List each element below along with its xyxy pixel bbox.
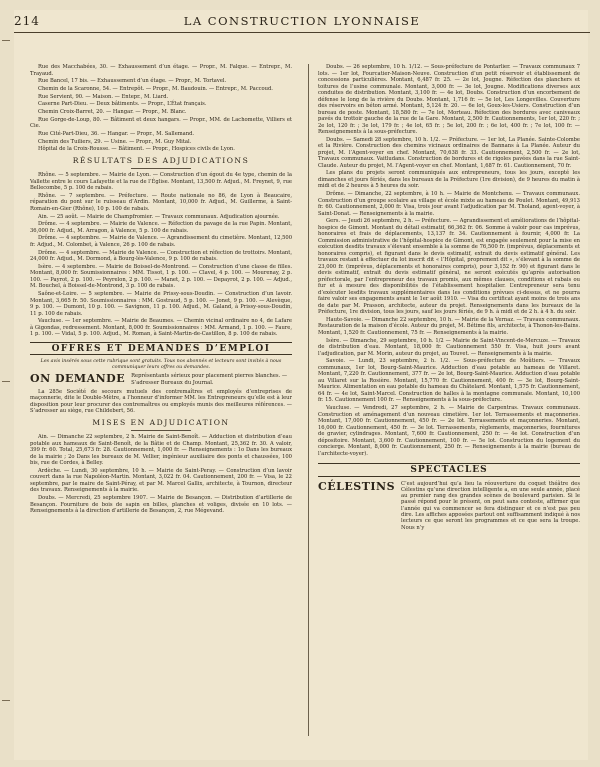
on-demande-text: Représentants sérieux pour placement pierres blanches. — S’adresser Bureaux du Journal. bbox=[131, 373, 288, 386]
permit-entry: Rue Bancel, 17 bis. — Exhaussement d’un étage. — Propr., M. Tortavel. bbox=[38, 78, 227, 85]
mise-entry: Doubs. — Mercredi, 25 septembre 1907. — Mairie de Besançon. — Distribution d’artillerie de Besançon. Fourniture de bois de sapin en billes, planches et voliges, divisée en 10 lots. — Renseignements à la direction d’artillerie de Besançon, 2, rue Mégevand. bbox=[30, 495, 292, 515]
permit-entry: Rue Cité-Part-Dieu, 36. — Hangar. — Propr., M. Sallemand. bbox=[38, 130, 195, 137]
section-rule bbox=[131, 168, 191, 169]
result-entry: Saône-et-Loire. — 5 septembre. — Mairie de Prissy-sous-Doudin. — Construction d’un lavoir. Montant, 3,665 fr. 50. Soumissionnaires : MM. Gostraud, 5 p. 100. — Jonet, 9 p. 100. — Alevèque, 9 p. 100. — Dumont, 10 p. 100. — Savignon, 11 p. 100. Adjud., M. Galand, à Prissy-sous-Doudin, 11 p. 100 de rabais. bbox=[30, 291, 292, 317]
left-column bbox=[30, 64, 292, 516]
adjudication-entry: Gers. — Jeudi 26 septembre, 2 h. — Préfecture. — Agrandissement et améliorations de l’hôpital-hospice de Gimont. Montant du détail estimatif, 66,362 fr. 06. Somme à valoir pour cas imprévus, honoraires et frais de déplacements, 13,137 fr. 34. Cautionnement à fournir, 4,000 fr. La Commission administrative de l’hôpital-hospice de Gimont, est engagée seulement pour la mise en exécution desdits travaux s’élevant ensemble à la somme de 76,500 fr. (imprévus, déplacements et honoraires compris), et figurant dans le devis estimatif, extrait du devis estimatif général. Les travaux restant à effectuer du lot inscrit dit « l’Hôpital, proprement dit », s’élevant à la somme de 23,000 fr. (imprévus, déplacements et honoraires compris), pour 3,152 fr. 90) et figurant dans le devis estimatif, extrait du devis estimatif général, ne seront exécutés qu’après autorisation préfectorale, par l’entrepreneur des travaux promis, aux mêmes clauses, conditions et rabais ou fur et à mesure des disponibilités de l’établissement hospitalier. L’entrepreneur sera tenu d’exécuter lesdits travaux supplémentaires dans les conditions prévues ci-dessus, et ne pourra faire valoir ses engagements avant le 1er août 1910. — Visa du certificat ayant moins de trois ans de date par M. Prasson, architecte, auteur du projet. Renseignements dans les bureaux de la Préfecture, 1re division, tous les jours, sauf les jours fériés, de 9 h. à midi et de 2 h. à 4 h. du soir. bbox=[318, 218, 580, 316]
permit-entry: Chemin de la Scaronne, 54. — Entrepôt. — Propr., M. Baudouin. — Entrepr., M. Paccoud. bbox=[38, 85, 273, 92]
binding-mark bbox=[2, 381, 10, 382]
result-entry: Ain. — 25 août. — Mairie de Champfromier. — Travaux communaux. Adjudication ajournée. bbox=[38, 213, 280, 220]
column-divider bbox=[308, 64, 309, 736]
section-title-mises: MISES EN ADJUDICATION bbox=[92, 417, 230, 427]
binding-mark bbox=[2, 700, 10, 701]
permit-entry: Rue Gorge-de-Loup, 80. — Bâtiment et deux hangars. — Propr., MM. de Lachomette, Villiers et Cie. bbox=[30, 116, 292, 130]
result-entry: Drôme. — 4 septembre. — Mairie de Valence. — Réfection du pavage de la rue Papin. Montant, 36,000 fr. Adjud., M. Arragon, à Valence, 5 p. 100 de rabais. bbox=[30, 221, 292, 234]
permit-entry: Caserne Part-Dieu. — Deux bâtiments. — Propr., L’État français. bbox=[38, 101, 207, 108]
result-entry: Rhône. — 5 septembre. — Mairie de Lyon. — Construction d’un égout du 4e type, chemin de la Vallette entre le cours Lafayette et la rue de l’Église. Montant, 13,500 fr. Adjud., M. Freynet, 9, rue Bellecombe, 5 p. 100 de rabais. bbox=[30, 172, 292, 192]
adjudication-entry: Haute-Savoie. — Dimanche 22 septembre, 10 h. — Mairie de la Vernaz. — Travaux communaux. Restauration de la maison d’école. Auteur du projet, M. Bétime fils, architecte, à Thonon-les-Bains. Montant, 1,520 fr. Cautionnement, 75 fr. — Renseignements à la mairie. bbox=[318, 316, 580, 336]
offres-subtitle: Les avis insérés sous cette rubrique sont gratuits. Tous nos abonnés et lecteurs sont invités à nous communiquer leurs offres ou demandes. bbox=[40, 359, 282, 370]
result-entry: Vaucluse. — 1er septembre. — Mairie de Beaumes. — Chemin vicinal ordinaire no 4, de Lafare à Gigondas, redressement. Montant, 8,000 fr. Soumissionnaires : MM. Armand, 1 p. 100. — Faure, 1 p. 100. — Vidal, 5 p. 100. Adjud., M. Roman, à Saint-Martin-de-Castillon, 8 p. 100 de rabais. bbox=[30, 318, 292, 338]
permit-entry: Hôpital de la Croix-Rousse. — Bâtiment. — Propr., Hospices civils de Lyon. bbox=[38, 146, 235, 153]
binding-mark bbox=[2, 40, 10, 41]
resultats-list bbox=[30, 172, 292, 338]
header-rule bbox=[14, 32, 590, 33]
result-entry: Drôme. — 4 septembre. — Mairie de Valence. — Agrandissement du cimetière. Montant, 12,500 fr. Adjud., M. Colombet, à Valence, 26 p. 100 de rabais. bbox=[30, 235, 292, 248]
section-rule bbox=[131, 430, 191, 431]
adjudication-entry: Savoie. — Lundi, 23 septembre, 2 h. 1/2. — Sous-préfecture de Moûtiers. — Travaux communaux, 1er lot, Bourg-Saint-Maurice. Adduction d’eau potable au hameau de Villaret. Montant, 7,220 fr. Cautionnement, 377 fr. — 2e lot, Bourg-Saint-Maurice. Adduction d’eau potable au Villaret sur la Rosière. Montant, 15,770 fr. Cautionnement, 400 fr. — 3e lot, Bourg-Saint-Maurice. Alimentation en eau potable du hameau du Châtelard. Montant, 1,575 fr. Cautionnement, 64 fr. — 4e lot, Saint-Marcel. Construction de halles à la montagne communale. Montant, 10,100 fr. 15. Cautionnement 100 fr. — Renseignements à la sous-préfecture. bbox=[318, 358, 580, 404]
permit-entry: Rue Servient, 90. — Maison. — Entepr., M. Liard. bbox=[38, 93, 169, 100]
permit-entry: Rue des Macchabées, 30. — Exhaussement d’un étage. — Propr., M. Falque. — Entrepr., M. Trayaud. bbox=[30, 64, 292, 77]
journal-title: LA CONSTRUCTION LYONNAISE bbox=[183, 14, 421, 28]
adjudication-entry: Doubs. — Samedi 28 septembre, 10 h. 1/2. — Préfecture. — 1er lot, La Planée. Sainte-Colombe et la Rivière. Construction des chemins vicinaux ordinaires de Bannans à La Planée. Auteur du projet, M. l’Agent-voyer en chef. Montant, 70,638 fr. 33. Cautionnement, 2,500 fr. — 2e lot, Travaux communaux. Vaitludans. Construction de bordures et de rigoles pavées dans la rue Saint-Claude. Auteur du projet, M. l’Agent-voyer en chef. Montant, 1,687 fr. 61. Cautionnement, 70 fr. bbox=[318, 136, 580, 169]
adjudication-entry: Drôme. — Dimanche, 22 septembre, à 10 h. — Mairie de Montchenu. — Travaux communaux. Construction d’un groupe scolaire au village et école mixte au hameau de Poulet. Montant, 49,913 fr. 60. Cautionnement, 2,000 fr. Visa, trois jour avant l’adjudication par M. Tholand, agent-voyer, à Saint-Donat. — Renseignements à la mairie. bbox=[318, 191, 580, 217]
adjudication-entry: Vaucluse. — Vendredi, 27 septembre, 2 h. — Mairie de Carpentras. Travaux communaux. Construction et aménagement d’un nouveau cimetière. 1er lot. Terrassements et maçonneries. Montant, 17,000 fr. Cautionnement, 450 fr. — 2e lot. Terrassements et maçonneries. Montant, 16,000 fr. Cautionnement, 450 fr. — 3e lot. Terrassements, règlements, maçonneries, fournitures de gravier, cylindrages. Montant, 7,600 fr. Cautionnement, 250 fr. — 4e lot. Construction d’un dépositoire. Montant, 3,600 fr. Cautionnement, 100 fr. — 5e lot. Construction du logement du concierge. Montant, 8,000 fr. Cautionnement, 250 fr. — Renseignements à la mairie (bureau de l’architecte-voyer). bbox=[318, 405, 580, 457]
mises-list bbox=[30, 434, 292, 514]
celestins-article bbox=[318, 481, 580, 531]
adjudication-entry: Doubs. — 26 septembre, 10 h. 1/12. — Sous-préfecture de Pontarlier. — Travaux communaux 7 lots. — 1er lot, Fourcatier-Maison-Neuve. Construction d’un petit réservoir et établissement de concessions particulières. Montant, 6,487 fr. 25. — 2e lot, Jougne. Réfection des planchers et toitures de l’usine communale. Montant, 3,000 fr. — 3e lot, Jougne. Modifications diverses aux conduites de distribution. Montant, 3,100 fr. — 4e lot, Doubs. Construction d’un encorbement de défense le long de la rivière du Doubs. Montant, 1,716 fr. — 5e lot, Les Longevilles. Couverture des réservoirs en béton armé. Montant, 5,124 fr. 20. — 6e lot, Goux-les-Usiers. Construction d’un bureau de poste. Montant, 18,580 fr. — 7e lot, Morteau. Réfection des bordures avec caniveaux pavés du trottoir gauche de la rue de la Gare. Montant, 2,500 fr. Cautionnements, 1er lot, 220 fr. ; 2e lot, 120 fr. ; 3e lot, 179 fr. ; 4e lot, 65 fr. ; 5e lot, 200 fr. ; 6e lot, 400 fr. ; 7e lot, 100 fr. — Renseignements à la sous-préfecture. bbox=[318, 64, 580, 135]
result-entry: Rhône. — 7 septembre. — Préfecture. — Route nationale no 86, de Lyon à Beaucaire, réparation du pont sur le ruisseau d’Ardin. Montant, 10,000 fr. Adjud., M. Guillerme, à Saint-Romain-en-Gier (Rhône), 10 p. 100 de rabais. bbox=[30, 192, 292, 212]
permit-entry: Chemin des Tuiliers, 29. — Usine. — Propr., M. Guy Mital. bbox=[38, 138, 192, 145]
result-entry: Drôme. — 4 septembre. — Mairie de Valence. — Construction et réfection de trottoirs. Montant, 24,000 fr. Adjud., M. Dormond, à Bourg-lès-Valence, 9 p. 100 de rabais. bbox=[30, 249, 292, 263]
societe-notice: La 285e Société de secours mutuels des contremaîtres et employés d’entreprises de maçonnerie, dite le Double-Mètre, a l’honneur d’informer MM. les Entrepreneurs qu’elle est à leur disposition pour leur procurer des contremaîtres ou employés munis des meilleures références. — S’adresser au siège, rue Childebert, 56. bbox=[30, 388, 292, 415]
mise-entry: Ain. — Dimanche 22 septembre, 2 h. Mairie de Saint-Benoît. — Adduction et distribution d’eau potable aux hameaux de Saint-Benoît, de la Bâtie et de Champ. Montant, 25,362 fr. 30. A valoir, 399 fr. 60. Total, 25,673 fr. 28. Cautionnement, 1,000 fr. — Renseignements : 1o Dans les bureaux de la mairie ; 2o Dans les bureaux de M. Vellier, ingénieur auxiliaire des ponts et chaussées, 100 bis, rue de Cordes, à Belley. bbox=[30, 434, 292, 467]
mise-entry: Ardèche. — Lundi, 30 septembre, 10 h. — Mairie de Saint-Peray. — Construction d’un lavoir couvert dans la rue Napoléon-Martin. Montant, 3,022 fr. 04. Cautionnement, 200 fr. — Visa, le 22 septembre, par le maire de Saint-Péray, et par M. Marcel Gallix, architecte, à Tournon, directeur des travaux. Renseignements à la mairie. bbox=[30, 467, 292, 494]
adjudication-list bbox=[318, 64, 580, 457]
on-demande-ad bbox=[30, 373, 292, 385]
celestins-text: C’est aujourd’hui qu’a lieu la réouverture du coquet théâtre des Célestins qu’une direction intelligente a, en une seule année, placé au premier rang des grandes scènes de boulevard parisien. Si le passé répond pour le présent, on peut sans conteste, affirmer que l’année qui va commencer se fera distinguer et ce n’est pas peu dire. Les affiches apposées partout ont suffisamment indiqué à nos lecteurs ce que seront les programmes et ce que sera la troupe. Nous n’y bbox=[401, 480, 580, 531]
adjudication-entry: Les plans du projets seront communiqués aux entrepreneurs, tous les jours, excepté les dimanches et jours fériés, dans les bureaux de la Préfecture (1re division), de 9 heures du matin à midi et de 2 heures à 5 heures du soir. bbox=[318, 170, 580, 190]
page-number: 214 bbox=[14, 14, 40, 28]
section-title-offres: OFFRES ET DEMANDES D’EMPLOI bbox=[30, 342, 292, 356]
section-title-resultats: RÉSULTATS DES ADJUDICATIONS bbox=[72, 155, 250, 165]
adjudication-entry: Isère. — Dimanche, 29 septembre, 10 h. 1/2 — Mairie de Saint-Vincent-de-Mercuze. — Travaux de distribution d’eau. Montant, 18,000 fr. Cautionnement 550 fr. Visa, huit jours avant l’adjudication, par M. Morin, auteur du projet, au Touvet. — Renseignements à la mairie. bbox=[318, 337, 580, 357]
permit-entry: Chemin Croix-Barret, 20. — Hangar. — Propr., M. Blanc. bbox=[38, 108, 187, 115]
page-header bbox=[14, 12, 590, 30]
section-title-spectacles: SPECTACLES bbox=[318, 463, 580, 477]
permits-list bbox=[30, 64, 292, 153]
right-column bbox=[318, 64, 580, 531]
on-demande-heading: ON DEMANDE bbox=[30, 372, 126, 386]
result-entry: Isère. — 4 septembre. — Mairie de Boissel-de-Montrond. — Construction d’une classe de filles. Montant, 8,000 fr. Soumissionnaires : MM. Tissot, 1 p. 100. — Clavel, 4 p. 100. — Mourenay, 2 p. 100. — Payrot, 2 p. 100. — Peyrelon, 2 p. 100. — Manet, 2 p. 100. — Depayrot, 2 p. 100. — Adjud., M. Bouchel, à Boissel-de-Montrond, 3 p. 100 de rabais. bbox=[30, 263, 292, 290]
celestins-heading: CÉLESTINS bbox=[318, 479, 396, 493]
